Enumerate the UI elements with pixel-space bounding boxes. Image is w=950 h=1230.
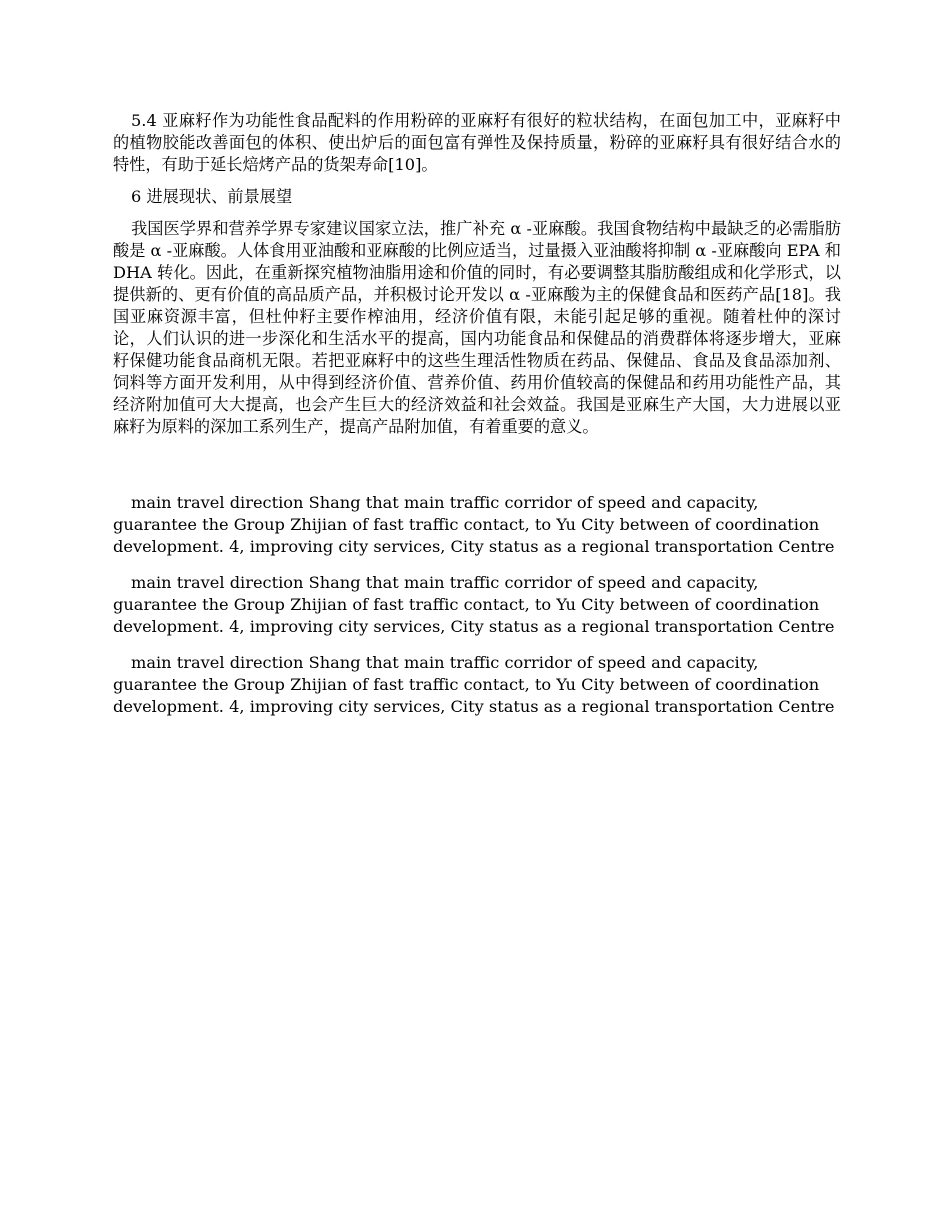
paragraph-spacer: [113, 438, 841, 492]
english-paragraph-2: main travel direction Shang that main traffic corridor of speed and capacity, guarantee the Group Zhijian of fast traffic contact, to Yu City between of coordination development. 4, improving city services, City status as a regional transportation Centre: [113, 573, 835, 636]
section-5-4-paragraph: 5.4 亚麻籽作为功能性食品配料的作用粉碎的亚麻籽有很好的粒状结构，在面包加工中，亚麻籽中的植物胶能改善面包的体积、使出炉后的面包富有弹性及保持质量，粉碎的亚麻籽具有很好结合水的特性，有助于延长焙烤产品的货架寿命[10]。: [113, 111, 841, 174]
section-6-heading: 6 进展现状、前景展望: [131, 187, 293, 206]
english-paragraph-1: main travel direction Shang that main traffic corridor of speed and capacity, guarantee the Group Zhijian of fast traffic contact, to Yu City between of coordination development. 4, improving city services, City status as a regional transportation Centre: [113, 493, 835, 556]
document-page: [113, 110, 841, 732]
english-paragraph-3: main travel direction Shang that main traffic corridor of speed and capacity, guarantee the Group Zhijian of fast traffic contact, to Yu City between of coordination development. 4, improving city services, City status as a regional transportation Centre: [113, 653, 835, 716]
section-6-body-paragraph: 我国医学界和营养学界专家建议国家立法，推广补充 α -亚麻酸。我国食物结构中最缺乏的必需脂肪酸是 α -亚麻酸。人体食用亚油酸和亚麻酸的比例应适当，过量摄入亚油酸将抑制 α -亚麻酸向 EPA 和 DHA 转化。因此，在重新探究植物油脂用途和价值的同时，有必要调整其脂肪酸组成和化学形式，以提供新的、更有价值的高品质产品，并积极讨论开发以 α -亚麻酸为主的保健食品和医药产品[18]。我国亚麻资源丰富，但杜仲籽主要作榨油用，经济价值有限，未能引起足够的重视。随着杜仲的深讨论，人们认识的进一步深化和生活水平的提高，国内功能食品和保健品的消费群体将逐步增大，亚麻籽保健功能食品商机无限。若把亚麻籽中的这些生理活性物质在药品、保健品、食品及食品添加剂、饲料等方面开发利用，从中得到经济价值、营养价值、药用价值较高的保健品和药用功能性产品，其经济附加值可大大提高，也会产生巨大的经济效益和社会效益。我国是亚麻生产大国，大力进展以亚麻籽为原料的深加工系列生产，提高产品附加值，有着重要的意义。: [113, 219, 841, 436]
